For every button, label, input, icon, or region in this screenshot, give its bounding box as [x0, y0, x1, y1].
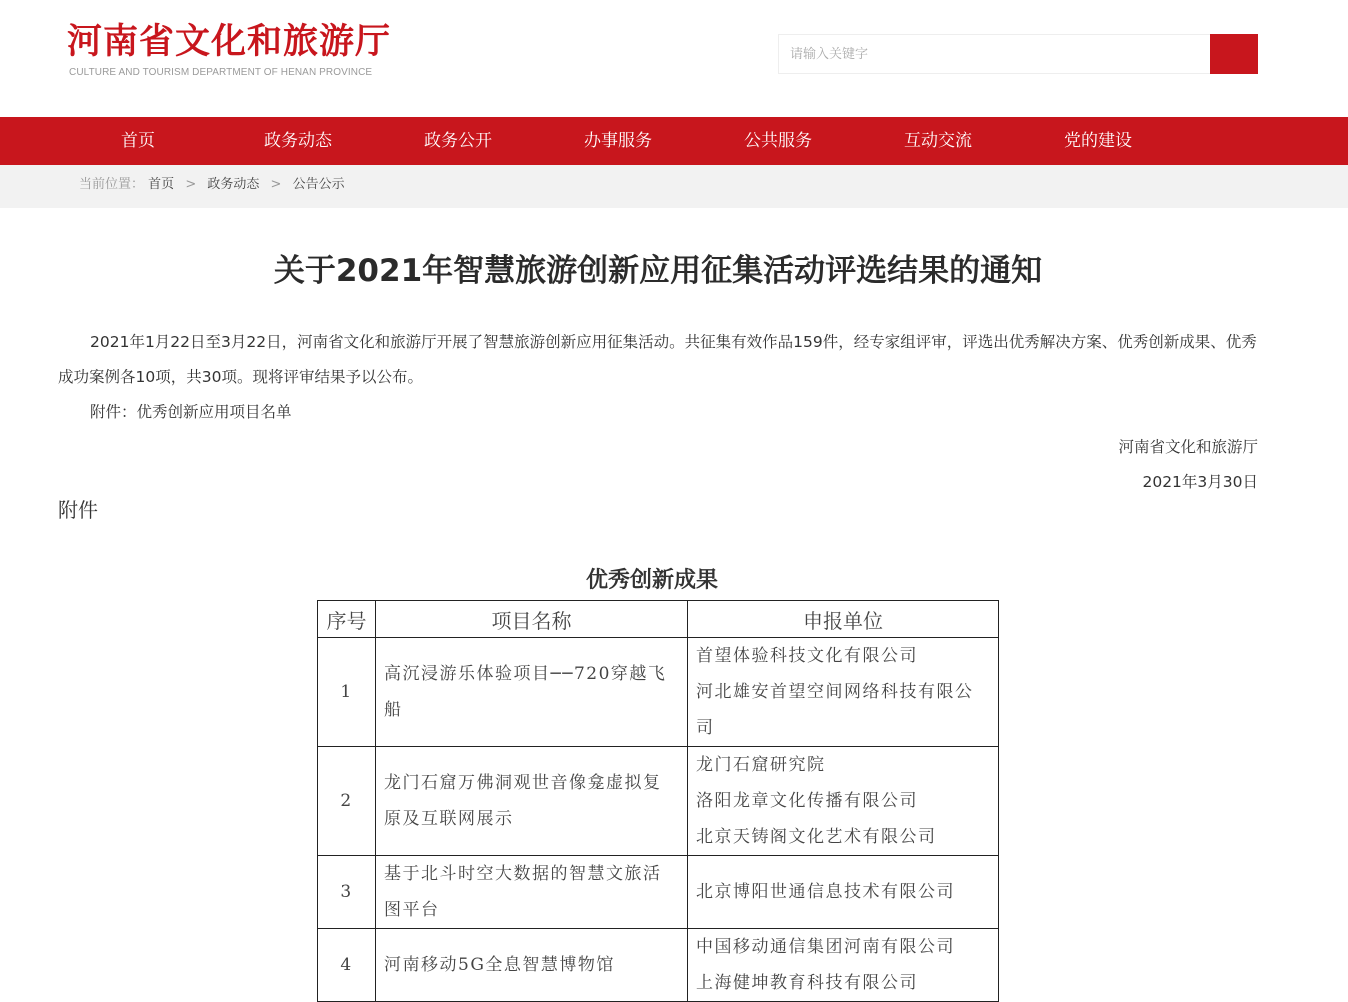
table-row [318, 856, 999, 929]
table-row [318, 747, 999, 856]
search-input[interactable] [778, 34, 1210, 74]
project-name: 龙门石窟万佛洞观世音像龛虚拟复原及互联网展示 [376, 747, 688, 856]
organization-name: 北京博阳世通信息技术有限公司 [696, 882, 955, 902]
table-row [318, 638, 999, 747]
row-number: 1 [318, 638, 376, 747]
column-header-project: 项目名称 [376, 601, 688, 638]
column-header-organization: 申报单位 [688, 601, 999, 638]
nav-item-public-affairs[interactable]: 政务公开 [424, 131, 492, 151]
organization-cell [688, 747, 999, 856]
nav-item-public-services[interactable]: 公共服务 [744, 131, 812, 151]
breadcrumb-announcements[interactable]: 公告公示 [292, 177, 345, 192]
breadcrumb-separator: > [185, 177, 197, 192]
attachment-note: 附件：优秀创新应用项目名单 [90, 403, 292, 421]
organization-name: 北京天铸阁文化艺术有限公司 [696, 827, 937, 847]
breadcrumb-prefix: 当前位置： [79, 177, 145, 192]
search-bar [778, 34, 1258, 74]
organization-name: 首望体验科技文化有限公司 [696, 646, 918, 666]
nav-item-party-building[interactable]: 党的建设 [1064, 131, 1132, 151]
row-number: 2 [318, 747, 376, 856]
organization-name: 上海健坤教育科技有限公司 [696, 973, 918, 993]
row-number: 3 [318, 856, 376, 929]
organization-name: 洛阳龙章文化传播有限公司 [696, 791, 918, 811]
table-row [318, 929, 999, 1002]
site-header [0, 0, 1348, 117]
project-name: 高沉浸游乐体验项目──720穿越飞船 [376, 638, 688, 747]
breadcrumb [0, 165, 1348, 208]
project-name: 河南移动5G全息智慧博物馆 [376, 929, 688, 1002]
site-logo-subtitle: CULTURE AND TOURISM DEPARTMENT OF HENAN PROVINCE [69, 67, 373, 78]
attachment-heading: 附件 [58, 498, 98, 522]
breadcrumb-government-news[interactable]: 政务动态 [207, 177, 260, 192]
article-paragraph: 2021年1月22日至3月22日，河南省文化和旅游厅开展了智慧旅游创新应用征集活动。共征集有效作品159件，经专家组评审，评选出优秀解决方案、优秀创新成果、优秀成功案例各10项，共30项。现将评审结果予以公布。 [58, 333, 1257, 386]
signature-date: 2021年3月30日 [1142, 473, 1258, 491]
main-nav [0, 117, 1348, 165]
nav-item-services[interactable]: 办事服务 [584, 131, 652, 151]
signature-organization: 河南省文化和旅游厅 [1118, 438, 1258, 456]
column-header-number: 序号 [318, 601, 376, 638]
site-logo-title[interactable]: 河南省文化和旅游厅 [67, 22, 392, 62]
organization-name: 河北雄安首望空间网络科技有限公司 [696, 682, 974, 738]
organization-cell [688, 856, 999, 929]
nav-item-interaction[interactable]: 互动交流 [904, 131, 972, 151]
nav-item-government-news[interactable]: 政务动态 [264, 131, 332, 151]
organization-name: 龙门石窟研究院 [696, 755, 826, 775]
organization-name: 中国移动通信集团河南有限公司 [696, 937, 955, 957]
nav-item-home[interactable]: 首页 [121, 131, 155, 151]
table-title: 优秀创新成果 [585, 567, 718, 593]
search-button[interactable] [1210, 34, 1258, 74]
breadcrumb-home[interactable]: 首页 [148, 177, 175, 192]
article-title: 关于2021年智慧旅游创新应用征集活动评选结果的通知 [273, 253, 1043, 289]
breadcrumb-separator: > [270, 177, 282, 192]
organization-cell [688, 929, 999, 1002]
results-table [317, 600, 999, 1002]
organization-cell [688, 638, 999, 747]
row-number: 4 [318, 929, 376, 1002]
table-header-row [318, 601, 999, 638]
project-name: 基于北斗时空大数据的智慧文旅活图平台 [376, 856, 688, 929]
